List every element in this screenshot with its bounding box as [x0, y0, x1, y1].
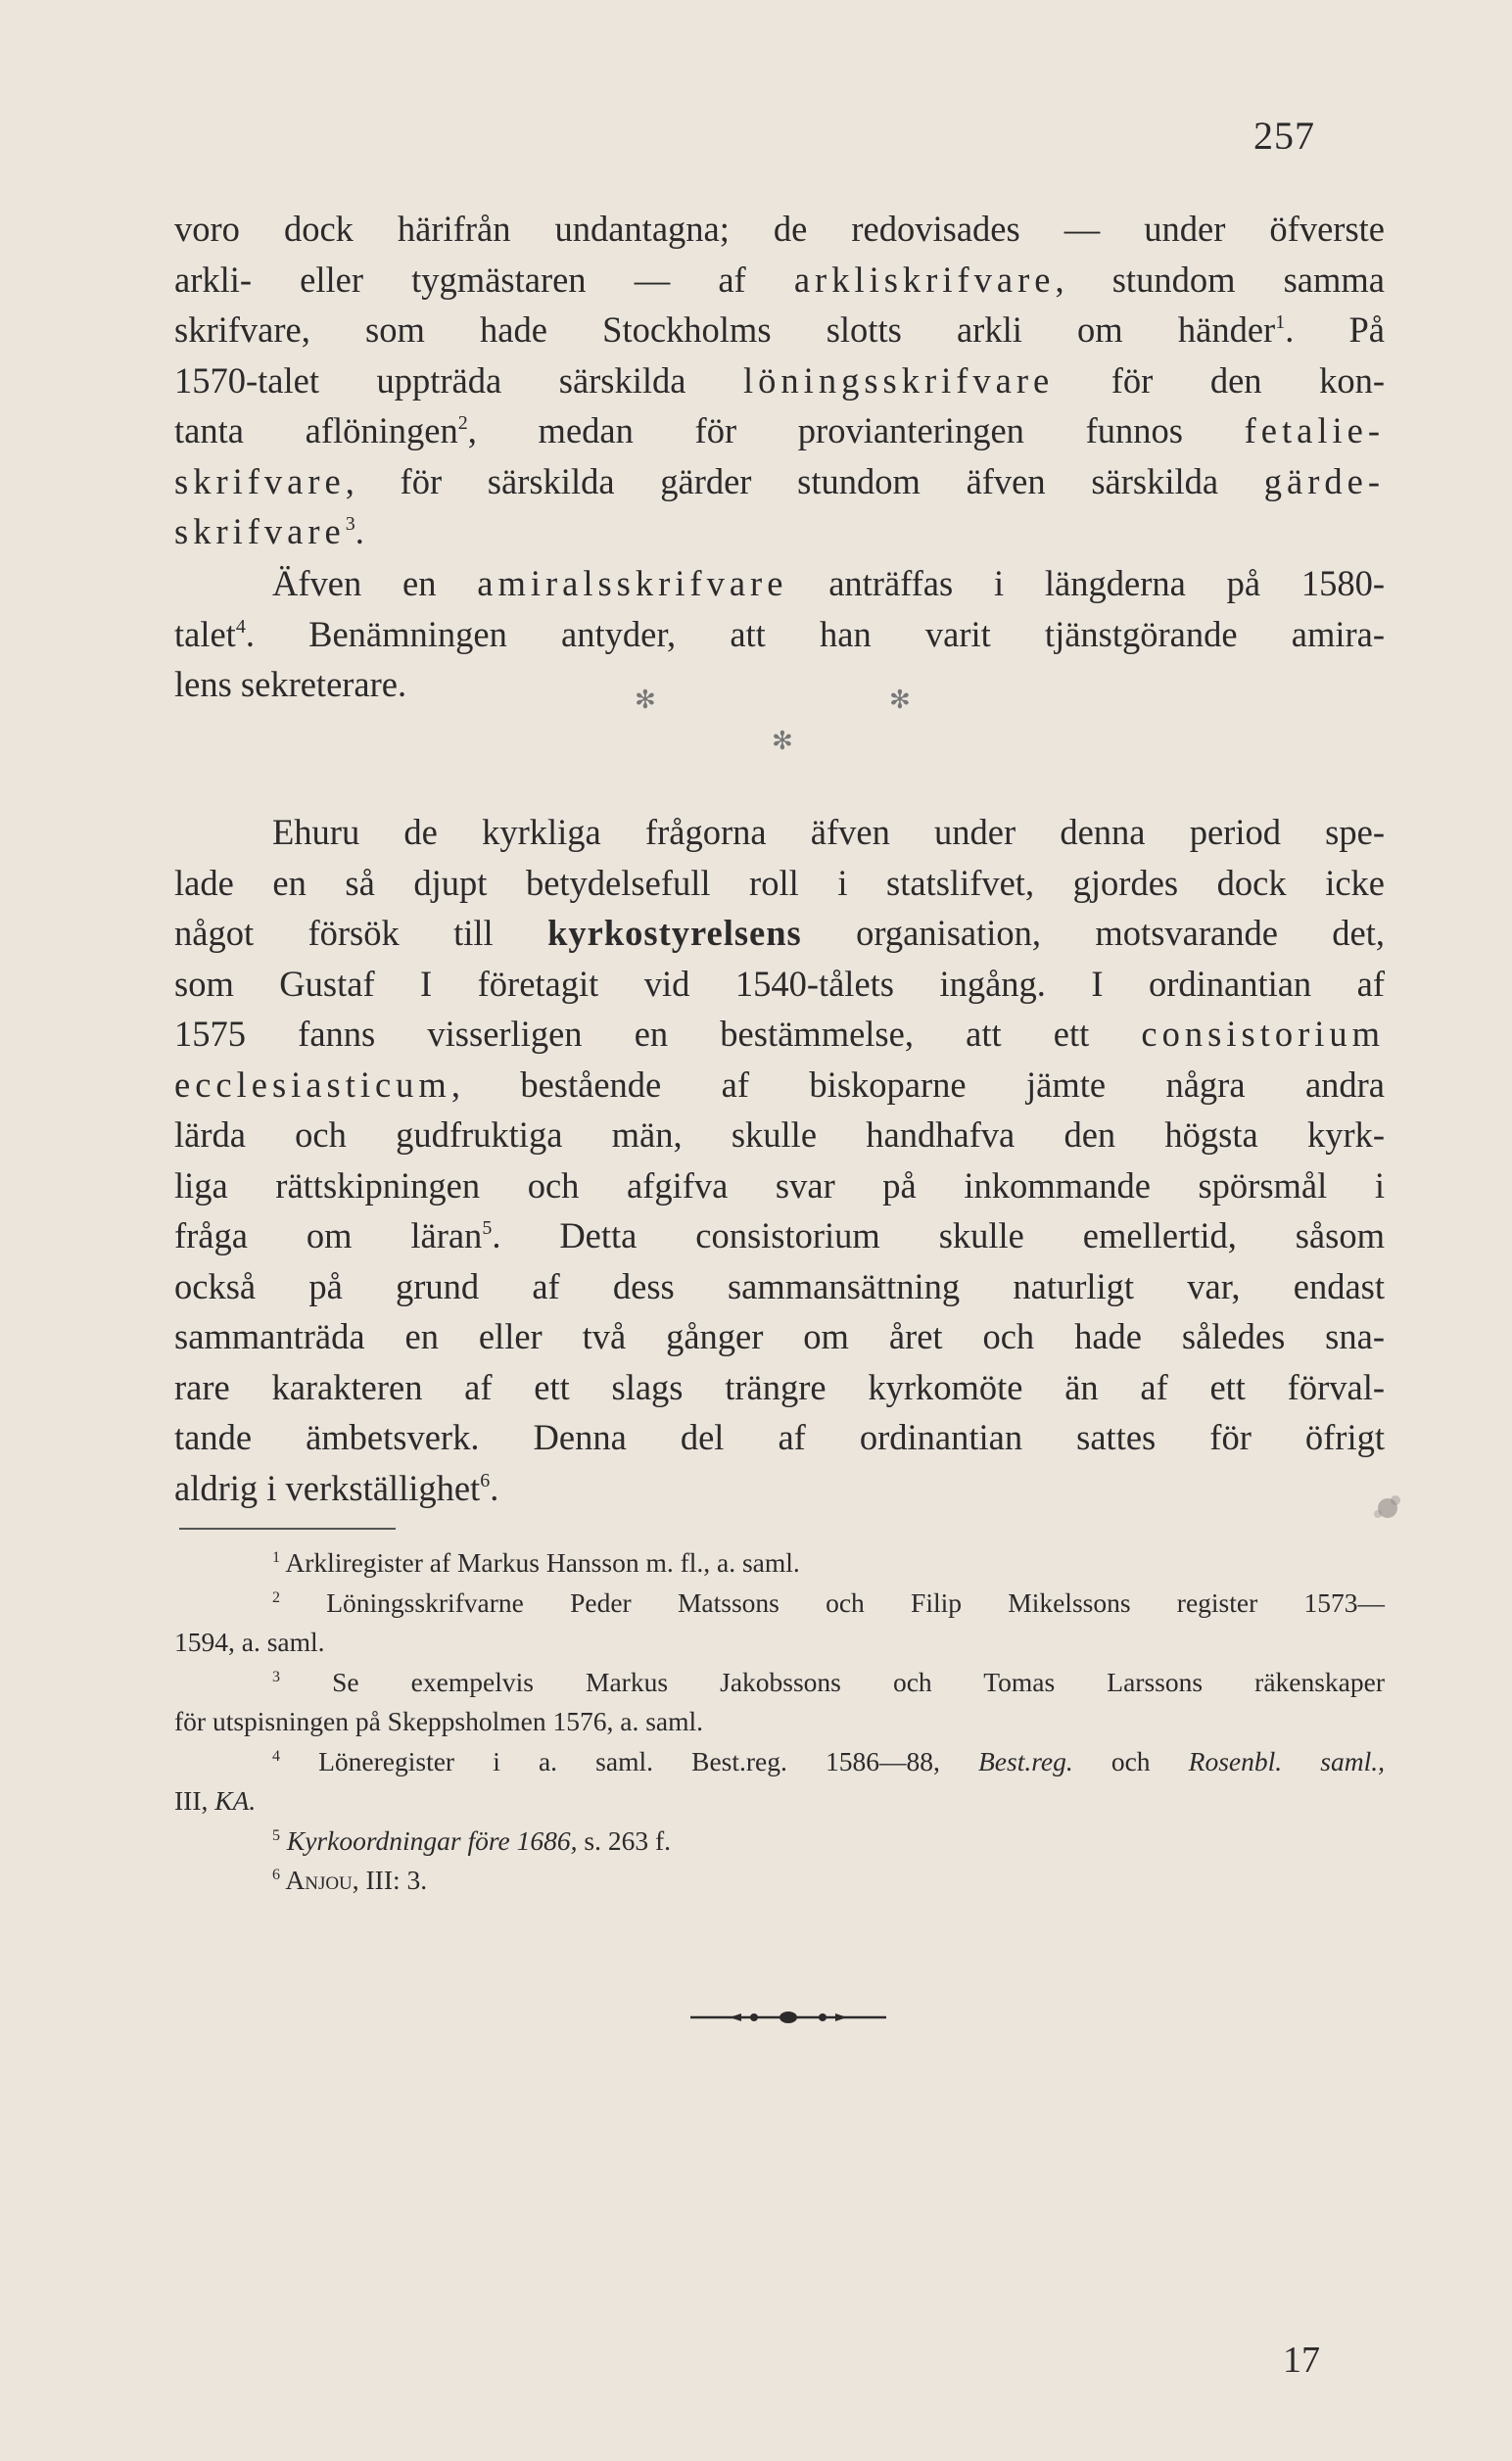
text-line: rare karakteren af ett slags trängre kyrkomöte än af ett förval- — [174, 1366, 1385, 1407]
text-line: tande ämbetsverk. Denna del af ordinantian sattes för öfrigt — [174, 1417, 1385, 1457]
footnote-ref: 1 — [1275, 311, 1286, 333]
paragraph-1 — [174, 204, 1385, 557]
section-break — [0, 686, 1512, 764]
footnote-6: $^6$ Anjou, III: 3. — [272, 1865, 428, 1895]
footnote-ref: 6 — [480, 1469, 491, 1491]
footnote-ref: 4 — [235, 615, 246, 638]
spaced-term: arkliskrifvare — [793, 259, 1056, 300]
text-line: som Gustaf I företagit vid 1540-tålets ingång. I ordinantian af — [174, 963, 1385, 1004]
footnote-1: $^1$ Arkliregister af Markus Hansson m. fl., a. saml. — [272, 1547, 800, 1578]
text-line: skrifvare, som hade Stockholms slotts arkli om händer$^1$. På — [174, 309, 1385, 350]
page-number: 257 — [1253, 114, 1315, 158]
signature-mark: 17 — [1283, 2340, 1320, 2381]
text-line: fråga om läran$^5$. Detta consistorium skulle emellertid, såsom — [174, 1215, 1385, 1255]
spaced-term: skrifvare — [174, 511, 346, 551]
footnote-2-cont: 1594, a. saml. — [174, 1627, 325, 1657]
text-line: talet$^4$. Benämningen antyder, att han varit tjänstgörande amira- — [174, 613, 1385, 654]
asterisk-icon: ✻ — [772, 727, 793, 755]
footnote-divider — [179, 1528, 396, 1530]
footnote-ref: 3 — [345, 513, 355, 535]
text-line: aldrig i verkställighet$^6$. — [174, 1467, 499, 1508]
footnote-ref: 5 — [482, 1217, 493, 1239]
footnotes — [174, 1543, 1385, 1901]
footnote-3: $^3$ Se exempelvis Markus Jakobssons och Tomas Larssons räkenskaper — [272, 1666, 1385, 1697]
asterisk-icon: ✻ — [889, 686, 911, 714]
bold-term: kyrkostyrelsens — [547, 913, 802, 953]
text-line: voro dock härifrån undantagna; de redovisades — under öfverste — [174, 209, 1385, 249]
footnote-2: $^2$ Löningsskrifvarne Peder Matssons och Filip Mikelssons register 1573— — [272, 1586, 1385, 1618]
spaced-term: amiralsskrifvare — [477, 563, 788, 603]
footnote-4-cont: III, KA. — [174, 1785, 257, 1816]
text-line: lens sekreterare. — [174, 664, 407, 704]
end-ornament — [690, 2008, 886, 2027]
text-line: tanta aflöningen$^2$, medan för provianteringen funnos fetalie- — [174, 410, 1385, 450]
spaced-term: löningsskrifvare — [743, 359, 1055, 401]
text-line: 1570-talet uppträda särskilda löningsskrifvare för den kon- — [174, 359, 1386, 401]
spaced-term: fetalie- — [1244, 410, 1385, 450]
text-line: liga rättskipningen och afgifva svar på inkommande spörsmål i — [174, 1164, 1385, 1206]
text-line: något försök till kyrkostyrelsens organisation, motsvarande det, — [174, 913, 1386, 953]
text-line: Äfven en amiralsskrifvare anträffas i längderna på 1580- — [272, 563, 1385, 603]
spaced-term: ecclesiasticum — [174, 1064, 451, 1105]
text-line: Ehuru de kyrkliga frågorna äfven under denna period spe- — [272, 812, 1385, 852]
ink-blot — [1366, 1489, 1409, 1524]
text-line: sammanträda en eller två gånger om året och hade således sna- — [174, 1316, 1385, 1356]
footnote-3-cont: för utspisningen på Skeppsholmen 1576, a. saml. — [174, 1706, 704, 1736]
spaced-term: consistorium — [1141, 1014, 1385, 1054]
asterisk-icon: ✻ — [635, 686, 656, 714]
text-line: också på grund af dess sammansättning naturligt var, endast — [174, 1265, 1385, 1306]
spaced-term: gärde- — [1263, 460, 1385, 501]
paragraph-3 — [174, 807, 1385, 1513]
footnote-ref: 2 — [457, 412, 468, 434]
text-line: arkli- eller tygmästaren — af arkliskrifvare, stundom samma — [174, 259, 1385, 300]
text-line: lade en så djupt betydelsefull roll i statslifvet, gjordes dock icke — [174, 862, 1385, 903]
spaced-term: skrifvare — [174, 460, 346, 501]
footnote-4: $^4$ Löneregister i a. saml. Best.reg. 1586—88, Best.reg. och Rosenbl. saml., — [272, 1745, 1385, 1776]
text-line: 1575 fanns visserligen en bestämmelse, att ett consistorium — [174, 1014, 1385, 1054]
text-line: lärda och gudfruktiga män, skulle handhafva den högsta kyrk- — [174, 1114, 1385, 1155]
footnote-5: $^5$ Kyrkoordningar före 1686, s. 263 f. — [272, 1824, 672, 1856]
text-line: skrifvare, för särskilda gärder stundom äfven särskilda gärde- — [174, 460, 1385, 501]
text-line: ecclesiasticum, bestående af biskoparne jämte några andra — [174, 1064, 1385, 1105]
text-line: skrifvare$^3$. — [174, 511, 364, 551]
